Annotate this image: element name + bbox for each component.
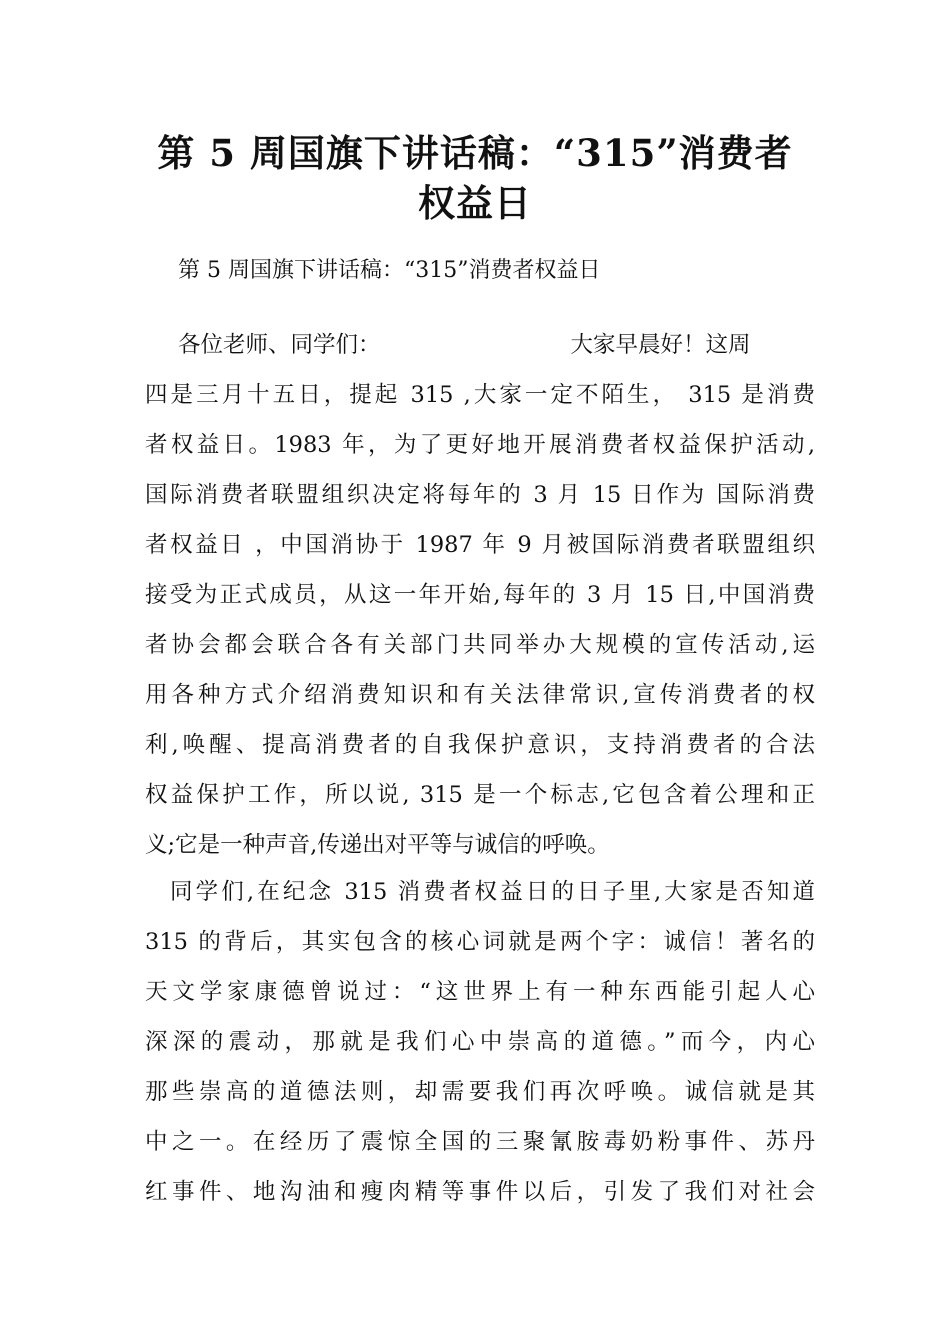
paragraph-2-line-6: 中之一。在经历了震惊全国的三聚氰胺毒奶粉事件、苏丹 bbox=[145, 1129, 815, 1155]
paragraph-1-line-10: 义;它是一种声音,传递出对平等与诚信的呼唤。 bbox=[145, 832, 610, 858]
paragraph-2-line-1: 同学们,在纪念 315 消费者权益日的日子里,大家是否知道 bbox=[170, 879, 815, 905]
paragraph-1-line-7: 用各种方式介绍消费知识和有关法律常识,宣传消费者的权 bbox=[145, 682, 815, 708]
paragraph-2-line-3: 天文学家康德曾说过：“这世界上有一种东西能引起人心 bbox=[145, 979, 815, 1005]
title-line-1: 第 5 周国旗下讲话稿：“315”消费者 bbox=[157, 131, 793, 175]
paragraph-1-line-4: 者权益日 ，中国消协于 1987 年 9 月被国际消费者联盟组织 bbox=[145, 532, 815, 558]
greeting-continuation: 大家早晨好！这周 bbox=[570, 332, 751, 358]
paragraph-1-line-0 bbox=[145, 320, 815, 370]
paragraph-1-line-3: 国际消费者联盟组织决定将每年的 3 月 15 日作为 国际消费 bbox=[145, 482, 815, 508]
greeting-text: 各位老师、同学们： bbox=[178, 332, 381, 358]
paragraph-1-line-8: 利,唤醒、提高消费者的自我保护意识，支持消费者的合法 bbox=[145, 732, 815, 758]
paragraph-1-line-1: 四是三月十五日，提起 315 ,大家一定不陌生， 315 是消费 bbox=[145, 382, 815, 408]
paragraph-1-line-5: 接受为正式成员，从这一年开始,每年的 3 月 15 日,中国消费 bbox=[145, 582, 815, 608]
paragraph-2 bbox=[145, 867, 815, 1217]
paragraph-1-line-6: 者协会都会联合各有关部门共同举办大规模的宣传活动,运 bbox=[145, 632, 815, 658]
title-line-2: 权益日 bbox=[418, 181, 532, 225]
paragraph-2-line-4: 深深的震动，那就是我们心中崇高的道德。”而今，内心 bbox=[145, 1029, 815, 1055]
document-subtitle: 第 5 周国旗下讲话稿：“315”消费者权益日 bbox=[178, 258, 601, 283]
document-title bbox=[145, 128, 805, 228]
paragraph-1-line-9: 权益保护工作，所以说, 315 是一个标志,它包含着公理和正 bbox=[145, 782, 815, 808]
paragraph-1 bbox=[145, 320, 815, 870]
paragraph-1-line-2: 者权益日。1983 年，为了更好地开展消费者权益保护活动, bbox=[145, 432, 815, 458]
paragraph-2-line-5: 那些崇高的道德法则，却需要我们再次呼唤。诚信就是其 bbox=[145, 1079, 815, 1105]
paragraph-2-line-7: 红事件、地沟油和瘦肉精等事件以后，引发了我们对社会 bbox=[145, 1179, 815, 1205]
paragraph-2-line-2: 315 的背后，其实包含的核心词就是两个字：诚信！著名的 bbox=[145, 929, 815, 955]
